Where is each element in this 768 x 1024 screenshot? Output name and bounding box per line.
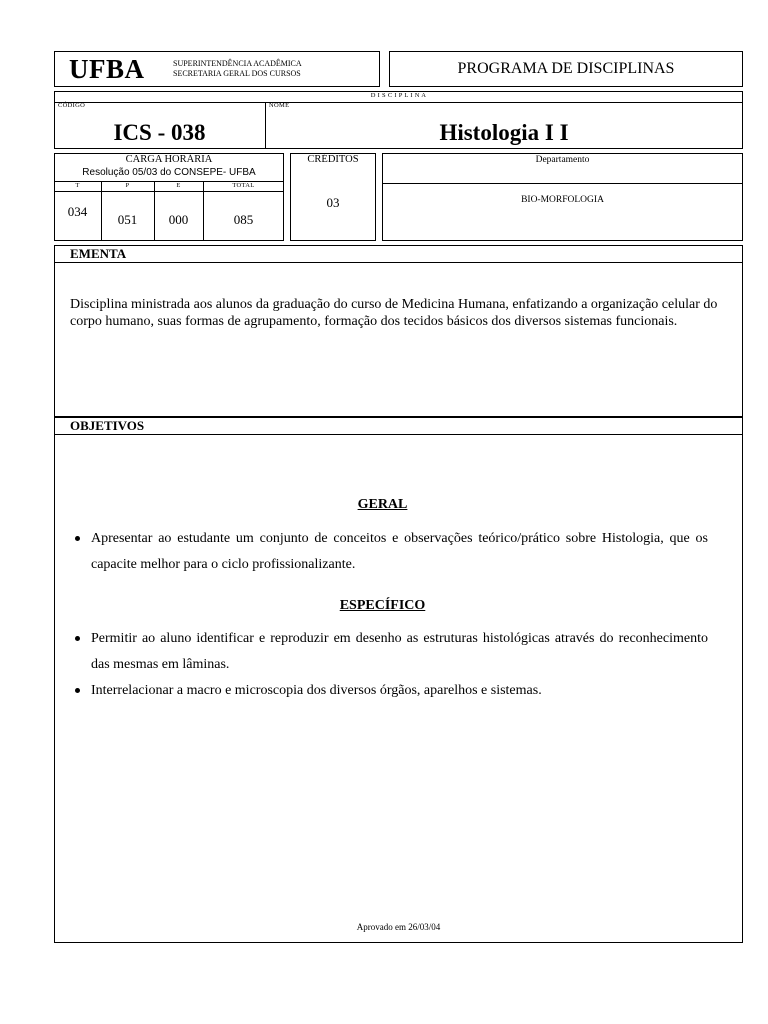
workload-value-p: 051 bbox=[117, 212, 138, 227]
workload-col-div-3 bbox=[203, 181, 204, 241]
org-line-2: SECRETARIA GERAL DOS CURSOS bbox=[173, 69, 301, 78]
especifico-list bbox=[71, 626, 708, 704]
department-label: Departamento bbox=[535, 155, 590, 165]
geral-list bbox=[71, 526, 708, 578]
list-item: Apresentar ao estudante um conjunto de conceitos e observações teórico/prático sobre Histologia, que os capacite melhor para o ciclo profissionalizante. bbox=[71, 526, 708, 578]
workload-col-e: E bbox=[176, 182, 181, 189]
geral-heading: GERAL bbox=[357, 497, 408, 512]
program-title-box bbox=[389, 51, 743, 87]
list-item: Interrelacionar a macro e microscopia dos diversos órgãos, aparelhos e sistemas. bbox=[71, 678, 708, 704]
workload-col-p: P bbox=[125, 182, 130, 189]
credits-label: CRÉDITOS bbox=[307, 154, 359, 165]
credits-value: 03 bbox=[326, 195, 340, 210]
list-item: Permitir ao aluno identificar e reproduzir em desenho as estruturas histológicas através do reconhecimento das mesmas em lâminas. bbox=[71, 626, 708, 678]
discipline-code: ICS - 038 bbox=[113, 120, 206, 145]
workload-col-div-1 bbox=[101, 181, 102, 241]
workload-divider-2 bbox=[54, 191, 284, 192]
objetivos-heading: OBJETIVOS bbox=[70, 418, 145, 433]
code-label: CÓDIGO bbox=[58, 102, 86, 109]
objetivos-heading-divider bbox=[54, 434, 743, 435]
workload-label: CARGA HORÁRIA bbox=[125, 154, 213, 165]
program-title: PROGRAMA DE DISCIPLINAS bbox=[457, 60, 675, 77]
ementa-heading: EMENTA bbox=[70, 246, 127, 261]
workload-value-total: 085 bbox=[233, 212, 254, 227]
discipline-divider bbox=[54, 102, 743, 103]
especifico-heading: ESPECÍFICO bbox=[339, 598, 426, 613]
org-line-1: SUPERINTENDÊNCIA ACADÊMICA bbox=[173, 59, 302, 68]
department-divider bbox=[382, 183, 743, 184]
workload-col-total: TOTAL bbox=[232, 182, 255, 189]
approval-date: Aprovado em 26/03/04 bbox=[356, 922, 441, 932]
ementa-box bbox=[54, 245, 743, 417]
workload-value-t: 034 bbox=[67, 204, 88, 219]
workload-value-e: 000 bbox=[168, 212, 189, 227]
department-value: BIO-MORFOLOGIA bbox=[521, 195, 604, 205]
ufba-logo: UFBA bbox=[69, 54, 145, 84]
workload-resolution: Resolução 05/03 do CONSEPE- UFBA bbox=[82, 167, 256, 178]
discipline-name: Histologia I I bbox=[439, 120, 569, 145]
workload-col-t: T bbox=[75, 182, 80, 189]
ementa-text: Disciplina ministrada aos alunos da graduação do curso de Medicina Humana, enfatizando a organização celular do corpo humano, suas formas de agrupamento, formação dos tecidos básicos dos diversos sistemas funcionais. bbox=[70, 297, 718, 329]
header-institution-box bbox=[54, 51, 380, 87]
ementa-heading-divider bbox=[54, 262, 743, 263]
discipline-section-label: D I S C I P L I N A bbox=[370, 92, 427, 99]
name-label: NOME bbox=[269, 102, 290, 109]
workload-col-div-2 bbox=[154, 181, 155, 241]
